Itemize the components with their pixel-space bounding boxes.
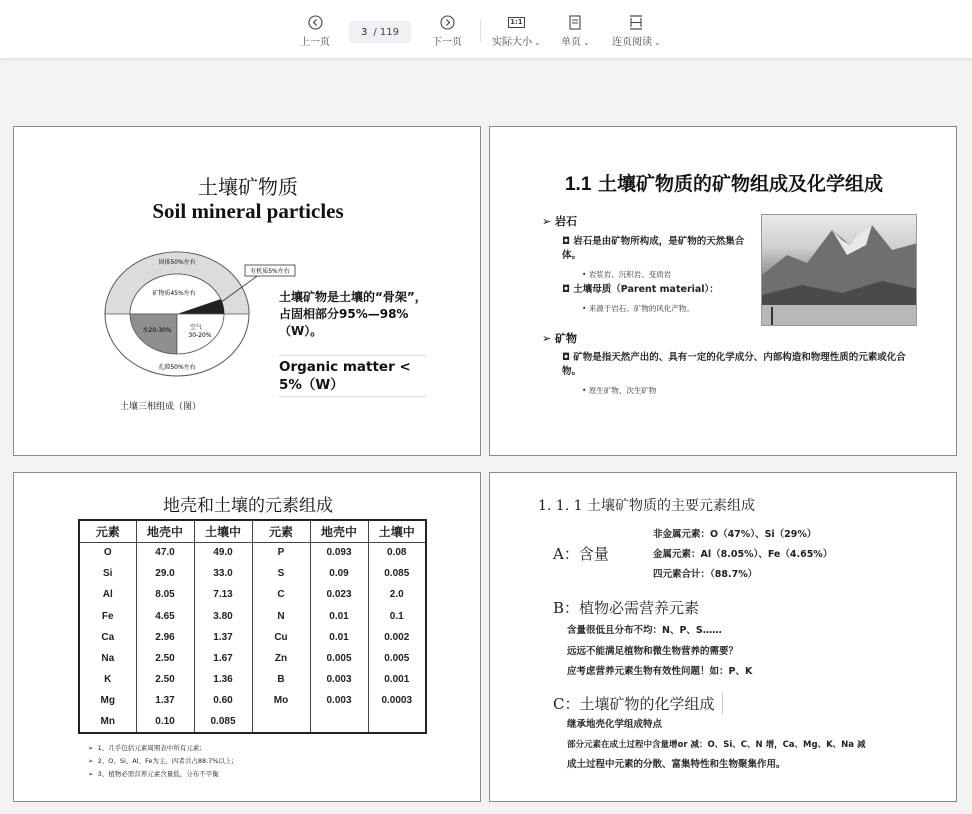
slide-title: 地壳和土壤的元素组成	[163, 496, 333, 516]
table-row	[79, 669, 426, 690]
column-header: 土壤中	[194, 520, 252, 542]
table-cell: 1.67	[194, 648, 252, 669]
next-page-label: 下一页	[432, 37, 462, 48]
slide-soil-mineral-particles	[13, 126, 481, 456]
section-b-line-2: 远远不能满足植物和微生物营养的需要？	[567, 646, 739, 657]
note-item: ➢ 3、植物必需营养元素含量低，分布不平衡	[88, 770, 219, 778]
column-header: 地壳中	[310, 520, 368, 542]
table-cell: Na	[79, 648, 136, 669]
chevron-down-icon: ⌄	[583, 38, 590, 47]
table-cell: 4.65	[136, 606, 194, 627]
rock-types-text: 岩浆岩、沉积岩、变质岩	[588, 270, 672, 279]
table-row	[79, 606, 426, 627]
column-header: 地壳中	[136, 520, 194, 542]
table-cell: 0.023	[310, 584, 368, 605]
continuous-read-label: 连页阅读	[612, 37, 652, 48]
current-page-input[interactable]: 3	[360, 26, 368, 38]
parent-material-note: • 来源于岩石、矿物的风化产物。	[582, 304, 694, 313]
next-page-button[interactable]	[432, 14, 462, 48]
section-b-label: B：植物必需营养元素	[553, 599, 700, 617]
single-page-label: 单页	[561, 37, 581, 48]
diagram-caption: 土壤三相组成（图）	[120, 402, 202, 412]
chevron-down-icon: ⌄	[654, 38, 661, 47]
table-cell: K	[79, 669, 136, 690]
table-cell: Mo	[252, 690, 310, 711]
table-row	[79, 690, 426, 711]
table-row	[79, 648, 426, 669]
table-cell: 0.093	[310, 542, 368, 563]
section-c-line-3: 成土过程中元素的分散、富集特性和生物聚集作用。	[567, 759, 786, 770]
table-cell: Fe	[79, 606, 136, 627]
table-cell: 33.0	[194, 563, 252, 584]
mineral-heading-text: 矿物	[555, 332, 578, 345]
column-header: 元素	[252, 520, 310, 542]
chevron-down-icon: ⌄	[534, 38, 541, 47]
slide-main-elements	[489, 472, 957, 802]
continuous-read-button[interactable]	[612, 14, 661, 48]
table-cell: Al	[79, 584, 136, 605]
parent-material-text: 土壤母质（Parent material）：	[573, 284, 719, 295]
mineral-types-text: 原生矿物、次生矿物	[588, 386, 657, 395]
table-cell	[368, 712, 426, 733]
page-indicator[interactable]	[349, 21, 411, 43]
table-cell: 0.0003	[368, 690, 426, 711]
organic-matter-text: Organic matter < 5%（W）	[279, 355, 427, 397]
section-c-line-1: 继承地壳化学组成特点	[567, 719, 663, 730]
arrow-left-circle-icon	[308, 14, 323, 30]
table-cell: Zn	[252, 648, 310, 669]
slide-element-composition	[13, 472, 481, 802]
note-text: 1、几乎包括元素周期表中所有元素;	[97, 744, 202, 752]
table-cell: 2.50	[136, 669, 194, 690]
table-cell: 47.0	[136, 542, 194, 563]
table-cell: 0.60	[194, 690, 252, 711]
rock-definition: ◘ 岩石是由矿物所构成，是矿物的天然集合体。	[562, 236, 745, 261]
table-cell: 3.80	[194, 606, 252, 627]
section-c-label: C：土壤矿物的化学组成	[553, 693, 723, 714]
table-cell: 1.36	[194, 669, 252, 690]
rock-heading: ➢ 岩石	[542, 215, 578, 228]
table-cell: 0.09	[310, 563, 368, 584]
table-cell: 0.003	[310, 690, 368, 711]
table-cell: 0.085	[194, 712, 252, 733]
mineral-skeleton-text: 土壤矿物是土壤的“骨架”，占固相部分95%—98%（W）。	[279, 290, 427, 338]
table-cell: N	[252, 606, 310, 627]
prev-page-button[interactable]	[300, 14, 330, 48]
table-cell: B	[252, 669, 310, 690]
section-c-line-2: 部分元素在成土过程中含量增or 减：O、Si、C、N 增，Ca、Mg、K、Na 减	[567, 740, 866, 750]
table-cell: 0.001	[368, 669, 426, 690]
table-row	[79, 542, 426, 563]
soil-three-phase-diagram	[100, 239, 300, 389]
table-row	[79, 584, 426, 605]
actual-size-icon-text: 1:1	[510, 17, 523, 26]
table-row	[79, 627, 426, 648]
mineral-definition-text: 矿物是指天然产出的、具有一定的化学成分、内部构造和物理性质的元素或化合物。	[562, 352, 906, 377]
table-cell: 0.08	[368, 542, 426, 563]
section-b-line-3: 应考虑营养元素生物有效性问题！如：P、K	[567, 666, 753, 677]
slide-title	[490, 169, 957, 196]
mineral-label: 矿物质45%左右	[152, 290, 196, 297]
continuous-page-icon	[629, 14, 643, 30]
table-cell	[252, 712, 310, 733]
section-a-label: A：含量	[553, 545, 609, 563]
table-cell: 1.37	[136, 690, 194, 711]
mineral-heading: ➢ 矿物	[542, 332, 578, 345]
note-item: ➢ 1、几乎包括元素周期表中所有元素;	[88, 744, 202, 752]
table-row	[79, 563, 426, 584]
single-page-icon	[569, 14, 581, 30]
table-cell: 49.0	[194, 542, 252, 563]
air-label-1: 空气	[189, 324, 203, 331]
table-cell: 0.10	[136, 712, 194, 733]
table-cell: 0.1	[368, 606, 426, 627]
table-cell: 2.0	[368, 584, 426, 605]
mineral-types: • 原生矿物、次生矿物	[582, 386, 657, 395]
table-header-row	[79, 520, 426, 542]
table-cell: 2.50	[136, 648, 194, 669]
rock-types: • 岩浆岩、沉积岩、变质岩	[582, 270, 672, 279]
table-cell: Mg	[79, 690, 136, 711]
section-a-line-2: 金属元素：Al（8.05%）、Fe（4.65%）	[653, 549, 833, 560]
solid-label: 固体50%左右	[158, 259, 196, 266]
table-cell: 0.005	[368, 648, 426, 669]
table-cell: Ca	[79, 627, 136, 648]
parent-material-note-text: 来源于岩石、矿物的风化产物。	[588, 304, 694, 313]
slide-title-number: 1.1	[564, 174, 592, 195]
rock-definition-text: 岩石是由矿物所构成，是矿物的天然集合体。	[562, 236, 745, 261]
table-cell: 0.01	[310, 627, 368, 648]
actual-size-icon	[508, 14, 525, 30]
table-cell: P	[252, 542, 310, 563]
slide-title: 1. 1. 1 土壤矿物质的主要元素组成	[538, 498, 755, 514]
air-label-2: 30-20%	[188, 332, 212, 339]
table-cell: 0.01	[310, 606, 368, 627]
single-page-button[interactable]	[561, 14, 590, 48]
viewer-toolbar	[0, 0, 972, 58]
table-cell: 0.002	[368, 627, 426, 648]
table-cell	[310, 712, 368, 733]
table-cell: Cu	[252, 627, 310, 648]
table-cell: 1.37	[194, 627, 252, 648]
table-cell: 29.0	[136, 563, 194, 584]
table-cell: Mn	[79, 712, 136, 733]
note-item: ➢ 2、O、Si、Al、Fe为主，四者共占88.7%以上;	[88, 757, 234, 765]
rock-heading-text: 岩石	[555, 215, 578, 228]
toolbar-divider	[480, 20, 481, 42]
table-cell: Si	[79, 563, 136, 584]
table-cell: 0.005	[310, 648, 368, 669]
table-cell: 8.05	[136, 584, 194, 605]
section-a-line-1: 非金属元素：O（47%）、Si（29%）	[653, 529, 817, 540]
table-cell: O	[79, 542, 136, 563]
table-cell: 0.003	[310, 669, 368, 690]
slide-title-text: 土壤矿物质的矿物组成及化学组成	[598, 173, 884, 195]
water-label: 水20-30%	[142, 327, 172, 334]
section-a-line-3: 四元素合计：（88.7%）	[653, 569, 758, 580]
column-header: 元素	[79, 520, 136, 542]
section-b-line-1: 含量很低且分布不均：N、P、S……	[567, 625, 722, 636]
table-cell: 7.13	[194, 584, 252, 605]
page-total: / 119	[373, 26, 399, 38]
note-text: 2、O、Si、Al、Fe为主，四者共占88.7%以上;	[97, 757, 234, 765]
table-cell: S	[252, 563, 310, 584]
slide-title-en: Soil mineral particles	[152, 199, 344, 223]
actual-size-label: 实际大小	[492, 37, 532, 48]
slide-mineral-composition	[489, 126, 957, 456]
arrow-right-circle-icon	[440, 14, 455, 30]
pore-label: 孔隙50%左右	[158, 364, 196, 371]
terrain-cross-section-image	[761, 214, 917, 326]
parent-material: ◘ 土壤母质（Parent material）：	[562, 284, 719, 295]
slide-title-cn: 土壤矿物质	[198, 175, 298, 199]
element-composition-table	[78, 519, 427, 734]
table-row	[79, 712, 426, 733]
table-cell: 0.085	[368, 563, 426, 584]
note-text: 3、植物必需营养元素含量低，分布不平衡	[97, 770, 219, 778]
table-cell: C	[252, 584, 310, 605]
table-cell: 2.96	[136, 627, 194, 648]
table-notes	[88, 742, 234, 781]
mineral-definition: ◘ 矿物是指天然产出的、具有一定的化学成分、内部构造和物理性质的元素或化合物。	[562, 352, 906, 377]
organic-label: 有机质5%左右	[250, 268, 290, 275]
actual-size-button[interactable]	[492, 14, 541, 48]
prev-page-label: 上一页	[300, 37, 330, 48]
column-header: 土壤中	[368, 520, 426, 542]
